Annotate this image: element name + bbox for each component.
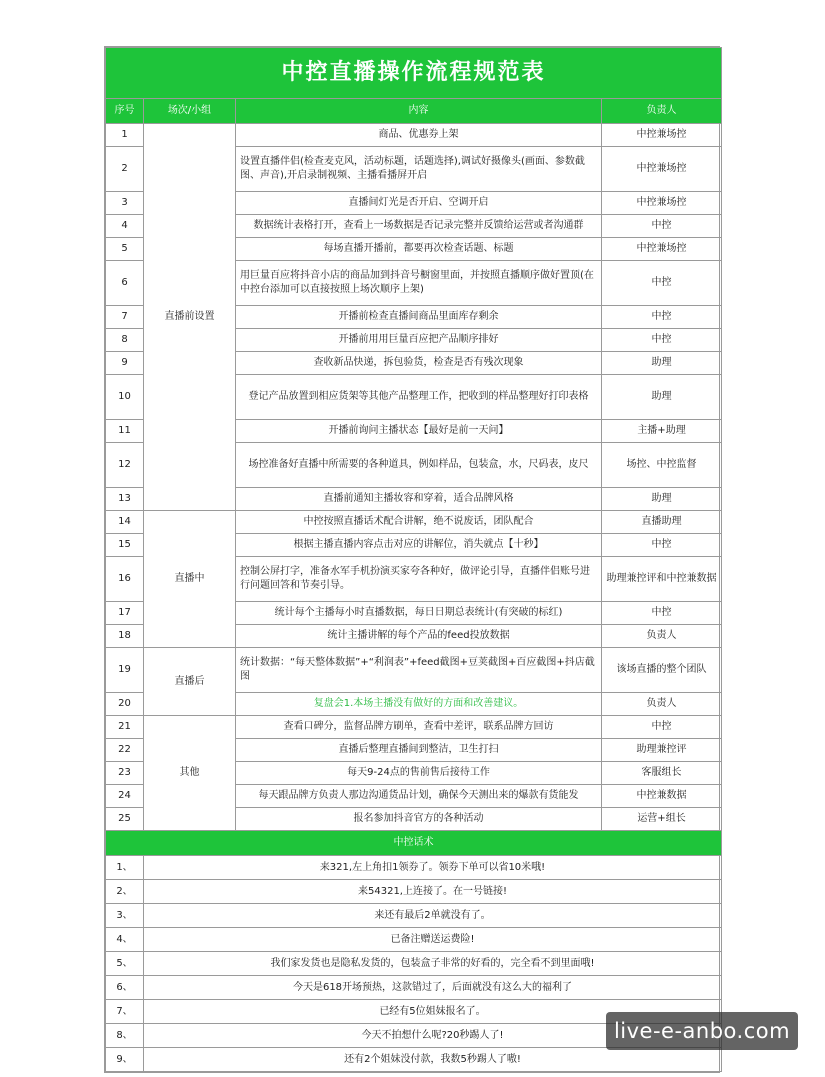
row-owner: 助理兼控评 <box>602 739 722 762</box>
row-content: 用巨量百应将抖音小店的商品加到抖音号橱窗里面，并按照直播顺序做好置顶(在中控台添加可以直接按照上场次顺序上架) <box>236 261 602 306</box>
row-owner: 该场直播的整个团队 <box>602 648 722 693</box>
watermark: live-e-anbo.com <box>606 1012 798 1050</box>
row-number: 3 <box>106 192 144 215</box>
process-sheet <box>104 46 720 1073</box>
row-content: 统计数据：“每天整体数据”+“利润表”+feed截图+豆荚截图+百应截图+抖店截图 <box>236 648 602 693</box>
row-number: 8 <box>106 329 144 352</box>
row-content: 开播前用用巨量百应把产品顺序排好 <box>236 329 602 352</box>
row-content: 直播前通知主播妆容和穿着，适合品牌风格 <box>236 488 602 511</box>
script-row <box>106 880 722 904</box>
row-number: 10 <box>106 375 144 420</box>
row-owner: 中控 <box>602 716 722 739</box>
process-table <box>105 47 722 1072</box>
row-number: 7 <box>106 306 144 329</box>
table-row <box>106 648 722 693</box>
script-number: 7、 <box>106 1000 144 1024</box>
row-content: 直播后整理直播间到整洁，卫生打扫 <box>236 739 602 762</box>
page-title: 中控直播操作流程规范表 <box>106 48 722 99</box>
process-body <box>106 124 722 831</box>
row-number: 1 <box>106 124 144 147</box>
header-row <box>106 99 722 124</box>
script-number: 6、 <box>106 976 144 1000</box>
script-number: 3、 <box>106 904 144 928</box>
row-content: 统计主播讲解的每个产品的feed投放数据 <box>236 625 602 648</box>
script-text: 我们家发货也是隐私发货的，包装盒子非常的好看的，完全看不到里面哦! <box>144 952 722 976</box>
row-number: 11 <box>106 420 144 443</box>
row-content: 场控准备好直播中所需要的各种道具，例如样品，包装盒，水，尺码表，皮尺 <box>236 443 602 488</box>
row-number: 19 <box>106 648 144 693</box>
row-number: 5 <box>106 238 144 261</box>
script-row <box>106 1048 722 1072</box>
row-number: 17 <box>106 602 144 625</box>
script-number: 9、 <box>106 1048 144 1072</box>
script-section-title: 中控话术 <box>106 831 722 856</box>
table-row <box>106 716 722 739</box>
row-number: 16 <box>106 557 144 602</box>
row-number: 22 <box>106 739 144 762</box>
table-row <box>106 511 722 534</box>
script-text: 来54321,上连接了。在一号链接! <box>144 880 722 904</box>
row-number: 21 <box>106 716 144 739</box>
group-label: 其他 <box>144 716 236 831</box>
script-text: 今天不拍想什么呢?20秒踢人了! <box>144 1024 722 1048</box>
row-number: 20 <box>106 693 144 716</box>
row-owner: 场控、中控监督 <box>602 443 722 488</box>
row-content: 每天9-24点的售前售后接待工作 <box>236 762 602 785</box>
table-row <box>106 124 722 147</box>
group-label: 直播后 <box>144 648 236 716</box>
row-number: 25 <box>106 808 144 831</box>
script-number: 4、 <box>106 928 144 952</box>
script-number: 8、 <box>106 1024 144 1048</box>
row-owner: 中控兼数据 <box>602 785 722 808</box>
row-content: 控制公屏打字，准备水军手机扮演买家夸各种好，做评论引导，直播伴侣账号进行问题回答和节奏引导。 <box>236 557 602 602</box>
script-text: 来321,左上角扣1领券了。领券下单可以省10米哦! <box>144 856 722 880</box>
script-text: 还有2个姐妹没付款，我数5秒踢人了嗷! <box>144 1048 722 1072</box>
row-number: 6 <box>106 261 144 306</box>
row-number: 13 <box>106 488 144 511</box>
row-owner: 助理 <box>602 375 722 420</box>
row-owner: 负责人 <box>602 693 722 716</box>
row-owner: 中控兼场控 <box>602 124 722 147</box>
row-owner: 中控 <box>602 329 722 352</box>
row-owner: 运营+组长 <box>602 808 722 831</box>
row-content: 商品、优惠券上架 <box>236 124 602 147</box>
script-row <box>106 904 722 928</box>
header-num: 序号 <box>106 99 144 124</box>
row-content: 设置直播伴侣(检查麦克风，活动标题，话题选择),调试好摄像头(画面、参数截图、声音),开启录制视频、主播看播屏开启 <box>236 147 602 192</box>
group-label: 直播中 <box>144 511 236 648</box>
row-owner: 中控 <box>602 306 722 329</box>
row-content: 开播前询问主播状态【最好是前一天问】 <box>236 420 602 443</box>
row-owner: 主播+助理 <box>602 420 722 443</box>
row-number: 18 <box>106 625 144 648</box>
script-row <box>106 928 722 952</box>
row-content: 直播间灯光是否开启、空调开启 <box>236 192 602 215</box>
row-content: 复盘会1.本场主播没有做好的方面和改善建议。 <box>236 693 602 716</box>
script-number: 2、 <box>106 880 144 904</box>
row-number: 14 <box>106 511 144 534</box>
row-owner: 中控 <box>602 261 722 306</box>
row-content: 中控按照直播话术配合讲解，绝不说废话，团队配合 <box>236 511 602 534</box>
row-number: 9 <box>106 352 144 375</box>
row-content: 查看口碑分，监督品牌方刷单，查看中差评，联系品牌方回访 <box>236 716 602 739</box>
script-number: 1、 <box>106 856 144 880</box>
group-label: 直播前设置 <box>144 124 236 511</box>
script-row <box>106 976 722 1000</box>
row-owner: 助理 <box>602 352 722 375</box>
row-number: 15 <box>106 534 144 557</box>
row-owner: 负责人 <box>602 625 722 648</box>
row-content: 查收新品快递，拆包验货，检查是否有残次现象 <box>236 352 602 375</box>
script-text: 今天是618开场预热，这款错过了，后面就没有这么大的福利了 <box>144 976 722 1000</box>
row-owner: 中控 <box>602 534 722 557</box>
row-content: 报名参加抖音官方的各种活动 <box>236 808 602 831</box>
row-number: 2 <box>106 147 144 192</box>
script-number: 5、 <box>106 952 144 976</box>
row-content: 数据统计表格打开，查看上一场数据是否记录完整并反馈给运营或者沟通群 <box>236 215 602 238</box>
row-owner: 中控 <box>602 215 722 238</box>
script-row <box>106 952 722 976</box>
row-owner: 中控 <box>602 602 722 625</box>
row-content: 登记产品放置到相应货架等其他产品整理工作，把收到的样品整理好打印表格 <box>236 375 602 420</box>
script-text: 已备注赠送运费险! <box>144 928 722 952</box>
row-content: 每场直播开播前，都要再次检查话题、标题 <box>236 238 602 261</box>
header-owner: 负责人 <box>602 99 722 124</box>
row-owner: 中控兼场控 <box>602 147 722 192</box>
row-owner: 客服组长 <box>602 762 722 785</box>
row-number: 24 <box>106 785 144 808</box>
script-text: 来还有最后2单就没有了。 <box>144 904 722 928</box>
row-content: 开播前检查直播间商品里面库存剩余 <box>236 306 602 329</box>
row-content: 每天跟品牌方负责人那边沟通货品计划，确保今天测出来的爆款有货能发 <box>236 785 602 808</box>
header-group: 场次/小组 <box>144 99 236 124</box>
row-owner: 助理 <box>602 488 722 511</box>
row-owner: 中控兼场控 <box>602 238 722 261</box>
row-number: 23 <box>106 762 144 785</box>
row-owner: 直播助理 <box>602 511 722 534</box>
row-number: 12 <box>106 443 144 488</box>
row-content: 统计每个主播每小时直播数据，每日日期总表统计(有突破的标红) <box>236 602 602 625</box>
row-content: 根据主播直播内容点击对应的讲解位，消失就点【十秒】 <box>236 534 602 557</box>
script-text: 已经有5位姐妹报名了。 <box>144 1000 722 1024</box>
row-number: 4 <box>106 215 144 238</box>
row-owner: 中控兼场控 <box>602 192 722 215</box>
script-row <box>106 856 722 880</box>
header-content: 内容 <box>236 99 602 124</box>
row-owner: 助理兼控评和中控兼数据 <box>602 557 722 602</box>
